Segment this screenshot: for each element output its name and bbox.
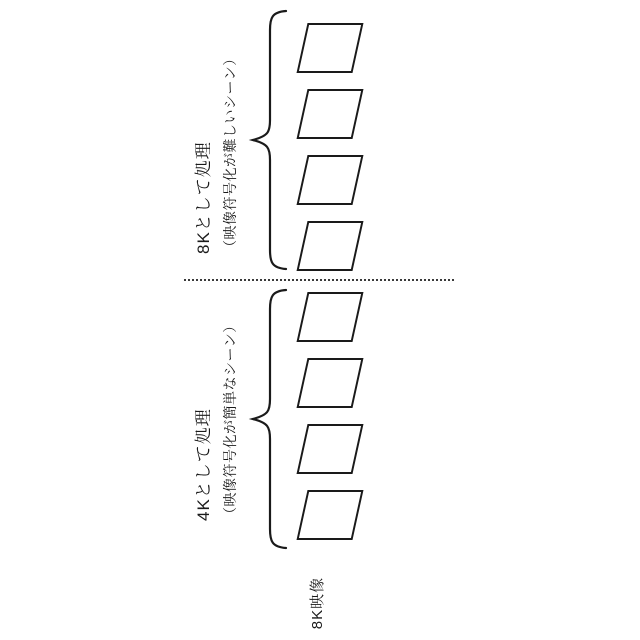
group-4k-title: 4Kとして処理: [194, 408, 213, 521]
frame-group-4k: [302, 292, 358, 540]
video-frame: [297, 292, 364, 342]
video-frame: [297, 23, 364, 73]
group-8k-subtitle: （映像符号化が難しいシーン）: [222, 51, 238, 254]
brace-4k-group-icon: [248, 287, 290, 551]
video-frame: [297, 424, 364, 474]
video-frame: [297, 490, 364, 540]
group-8k-label: [191, 28, 243, 254]
video-frame: [297, 89, 364, 139]
brace-8k-group-icon: [248, 8, 290, 272]
video-frame: [297, 155, 364, 205]
group-4k-label: [191, 295, 243, 521]
footer-8k-video-label: 8K映像: [309, 576, 326, 630]
group-8k-title: 8Kとして処理: [194, 141, 213, 254]
video-frame: [297, 221, 364, 271]
group-4k-subtitle: （映像符号化が簡単なシーン）: [222, 318, 238, 521]
scene-boundary-dotted-line: [184, 279, 455, 281]
video-frame: [297, 358, 364, 408]
frame-group-8k: [302, 23, 358, 271]
